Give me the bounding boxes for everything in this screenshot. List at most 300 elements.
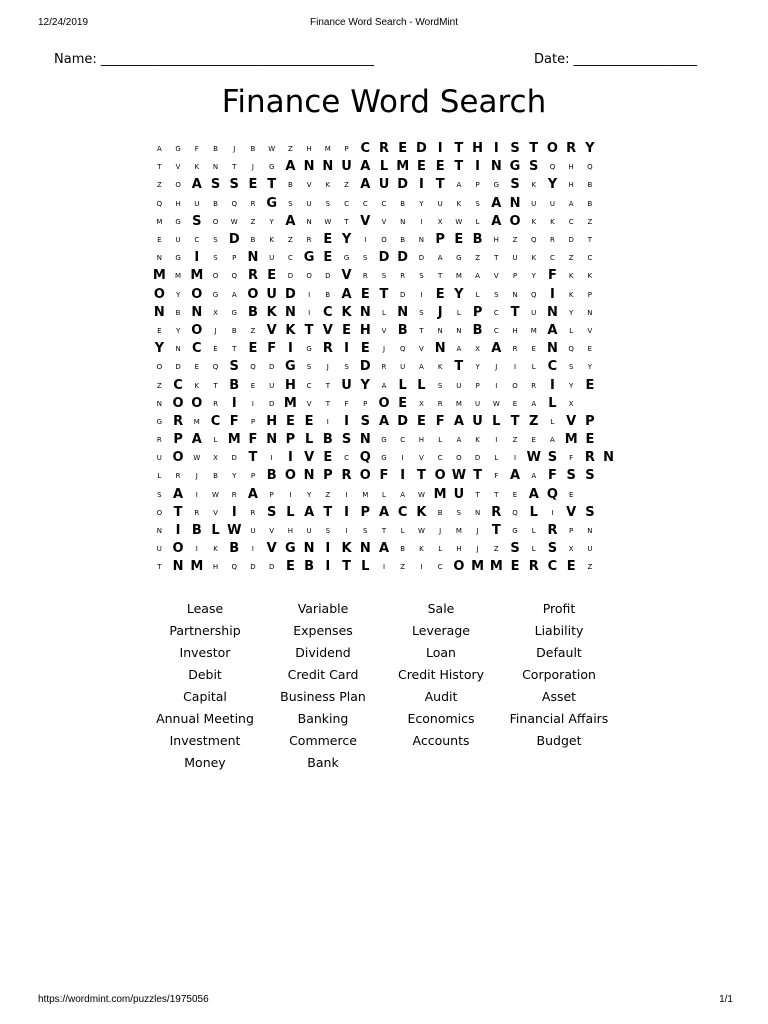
grid-letter: C bbox=[192, 341, 202, 357]
grid-letter: H bbox=[493, 236, 499, 245]
grid-letter: T bbox=[454, 159, 464, 175]
grid-letter: W bbox=[526, 450, 541, 466]
grid-letter: G bbox=[456, 254, 462, 263]
grid-letter: V bbox=[381, 326, 387, 335]
grid-letter: I bbox=[344, 413, 349, 429]
grid-row bbox=[150, 395, 618, 413]
grid-letter: V bbox=[419, 454, 424, 463]
grid-letter: N bbox=[509, 195, 521, 211]
grid-letter: S bbox=[510, 141, 520, 157]
grid-letter: C bbox=[381, 199, 387, 208]
grid-letter: I bbox=[308, 290, 311, 299]
grid-letter: F bbox=[379, 468, 389, 484]
grid-letter: G bbox=[285, 541, 296, 557]
grid-letter: N bbox=[212, 163, 219, 172]
grid-letter: B bbox=[231, 326, 237, 335]
grid-letter: I bbox=[401, 454, 404, 463]
grid-letter: A bbox=[568, 199, 574, 208]
grid-letter: T bbox=[248, 450, 258, 466]
grid-letter: U bbox=[472, 413, 483, 429]
word-bank-item: Economics bbox=[407, 711, 475, 726]
word-bank-item: Expenses bbox=[293, 623, 353, 638]
grid-letter: Y bbox=[360, 377, 370, 393]
grid-letter: Q bbox=[568, 345, 574, 354]
grid-letter: I bbox=[326, 417, 329, 426]
grid-letter: I bbox=[231, 395, 237, 411]
word-bank-item: Leverage bbox=[412, 623, 470, 638]
grid-letter: N bbox=[603, 450, 615, 466]
grid-letter: O bbox=[191, 322, 203, 338]
grid-letter: U bbox=[456, 381, 462, 390]
grid-letter: T bbox=[232, 163, 237, 172]
grid-letter: R bbox=[194, 508, 200, 517]
grid-row bbox=[150, 486, 618, 504]
grid-letter: J bbox=[326, 363, 329, 372]
grid-letter: I bbox=[344, 504, 349, 520]
grid-letter: I bbox=[420, 217, 423, 226]
grid-letter: D bbox=[378, 250, 390, 266]
grid-letter: M bbox=[455, 399, 462, 408]
word-bank-item: Debit bbox=[188, 667, 222, 682]
grid-letter: S bbox=[266, 504, 277, 520]
grid-letter: D bbox=[268, 399, 275, 408]
grid-letter: L bbox=[286, 504, 295, 520]
grid-letter: N bbox=[191, 304, 203, 320]
grid-letter: U bbox=[194, 199, 200, 208]
grid-letter: T bbox=[529, 141, 539, 157]
grid-letter: W bbox=[193, 454, 201, 463]
grid-letter: T bbox=[381, 527, 387, 536]
grid-letter: R bbox=[250, 199, 256, 208]
grid-letter: T bbox=[173, 504, 183, 520]
print-footer bbox=[0, 994, 768, 1008]
grid-letter: G bbox=[175, 254, 181, 263]
grid-letter: Q bbox=[530, 290, 537, 299]
grid-letter: Q bbox=[212, 363, 219, 372]
grid-letter: E bbox=[157, 326, 162, 335]
grid-letter: Y bbox=[531, 272, 536, 281]
grid-letter: Z bbox=[493, 545, 499, 554]
grid-letter: O bbox=[191, 286, 203, 302]
grid-letter: N bbox=[284, 304, 296, 320]
grid-letter: T bbox=[342, 559, 351, 575]
grid-letter: B bbox=[400, 545, 406, 554]
grid-letter: U bbox=[549, 199, 556, 208]
grid-letter: O bbox=[546, 141, 558, 157]
grid-letter: N bbox=[587, 527, 593, 536]
grid-letter: S bbox=[210, 177, 221, 193]
grid-letter: O bbox=[247, 286, 259, 302]
grid-letter: Q bbox=[546, 486, 558, 502]
grid-letter: E bbox=[194, 363, 200, 372]
grid-letter: A bbox=[456, 345, 462, 354]
grid-letter: L bbox=[157, 472, 162, 481]
grid-letter: D bbox=[400, 290, 406, 299]
grid-letter: E bbox=[585, 377, 595, 393]
grid-letter: N bbox=[437, 326, 443, 335]
grid-letter: U bbox=[531, 308, 537, 317]
grid-letter: S bbox=[192, 213, 202, 229]
grid-letter: D bbox=[418, 254, 425, 263]
grid-letter: P bbox=[360, 504, 371, 520]
grid-letter: Z bbox=[250, 326, 256, 335]
grid-letter: Y bbox=[175, 326, 181, 335]
grid-letter: G bbox=[231, 308, 237, 317]
grid-letter: E bbox=[531, 345, 536, 354]
grid-letter: Z bbox=[512, 236, 518, 245]
grid-letter: F bbox=[267, 341, 277, 357]
grid-letter: N bbox=[547, 304, 558, 320]
grid-letter: C bbox=[306, 381, 312, 390]
grid-letter: E bbox=[454, 232, 464, 248]
grid-letter: O bbox=[434, 468, 446, 484]
grid-letter: E bbox=[512, 490, 518, 499]
grid-letter: J bbox=[439, 527, 442, 536]
grid-letter: K bbox=[194, 381, 200, 390]
grid-letter: K bbox=[587, 272, 593, 281]
grid-letter: A bbox=[491, 341, 502, 357]
grid-letter: B bbox=[304, 559, 315, 575]
grid-letter: V bbox=[381, 217, 387, 226]
grid-letter: B bbox=[472, 232, 483, 248]
grid-letter: B bbox=[287, 181, 293, 190]
grid-letter: P bbox=[232, 254, 237, 263]
grid-letter: V bbox=[306, 181, 312, 190]
grid-letter: V bbox=[306, 399, 312, 408]
grid-letter: S bbox=[344, 363, 349, 372]
grid-letter: F bbox=[229, 413, 239, 429]
grid-letter: Y bbox=[569, 381, 574, 390]
grid-letter: B bbox=[250, 145, 256, 154]
grid-letter: A bbox=[378, 504, 390, 520]
grid-letter: E bbox=[416, 159, 426, 175]
grid-letter: Q bbox=[530, 236, 537, 245]
grid-letter: F bbox=[344, 399, 349, 408]
grid-letter: O bbox=[172, 395, 184, 411]
grid-letter: E bbox=[398, 141, 408, 157]
grid-letter: W bbox=[227, 523, 242, 539]
grid-letter: E bbox=[398, 395, 408, 411]
grid-row bbox=[150, 504, 618, 522]
grid-letter: V bbox=[341, 268, 352, 284]
grid-letter: X bbox=[213, 454, 218, 463]
grid-letter: Q bbox=[359, 450, 371, 466]
grid-row bbox=[150, 286, 618, 304]
print-date: 12/24/2019 bbox=[38, 17, 89, 28]
grid-letter: I bbox=[550, 377, 555, 393]
grid-letter: T bbox=[491, 523, 501, 539]
grid-letter: E bbox=[585, 432, 595, 448]
grid-letter: T bbox=[379, 286, 389, 302]
grid-letter: I bbox=[364, 236, 367, 245]
grid-row bbox=[150, 358, 618, 376]
grid-letter: D bbox=[231, 454, 237, 463]
grid-letter: S bbox=[363, 527, 368, 536]
word-bank-item: Money bbox=[184, 755, 226, 770]
word-bank-item: Business Plan bbox=[280, 689, 366, 704]
grid-letter: L bbox=[213, 436, 218, 445]
grid-letter: B bbox=[247, 304, 258, 320]
grid-letter: T bbox=[435, 177, 445, 193]
grid-letter: O bbox=[378, 395, 390, 411]
word-bank-item: Sale bbox=[427, 601, 455, 616]
word-bank-item: Bank bbox=[307, 755, 339, 770]
grid-letter: M bbox=[362, 490, 369, 499]
grid-letter: J bbox=[251, 163, 254, 172]
grid-letter: D bbox=[287, 272, 294, 281]
grid-letter: S bbox=[437, 381, 443, 390]
grid-letter: S bbox=[547, 541, 558, 557]
grid-letter: I bbox=[251, 545, 254, 554]
grid-letter: D bbox=[474, 454, 481, 463]
grid-letter: R bbox=[173, 413, 184, 429]
grid-letter: I bbox=[400, 468, 406, 484]
grid-letter: S bbox=[494, 290, 499, 299]
word-bank-item: Annual Meeting bbox=[156, 711, 254, 726]
grid-letter: C bbox=[360, 141, 371, 157]
grid-letter: S bbox=[157, 490, 162, 499]
name-field: Name: __________________________________________ bbox=[54, 52, 374, 67]
grid-letter: Q bbox=[512, 508, 518, 517]
grid-letter: N bbox=[303, 541, 315, 557]
grid-letter: A bbox=[156, 145, 162, 154]
grid-letter: B bbox=[213, 472, 218, 481]
grid-letter: F bbox=[548, 268, 557, 284]
grid-row bbox=[150, 176, 618, 194]
grid-letter: Q bbox=[231, 272, 237, 281]
grid-letter: N bbox=[153, 304, 165, 320]
grid-letter: I bbox=[345, 490, 348, 499]
grid-letter: X bbox=[568, 545, 574, 554]
grid-letter: K bbox=[269, 236, 274, 245]
grid-letter: T bbox=[475, 490, 480, 499]
grid-letter: N bbox=[400, 217, 406, 226]
date-field: Date: ___________________ bbox=[534, 52, 698, 67]
grid-letter: I bbox=[495, 381, 498, 390]
grid-letter: V bbox=[266, 541, 277, 557]
grid-letter: Y bbox=[475, 363, 480, 372]
grid-row bbox=[150, 231, 618, 249]
grid-letter: A bbox=[547, 322, 558, 338]
grid-letter: H bbox=[568, 181, 574, 190]
grid-letter: B bbox=[472, 322, 483, 338]
grid-letter: A bbox=[528, 486, 539, 502]
grid-letter: I bbox=[551, 508, 554, 517]
grid-row bbox=[150, 413, 618, 431]
grid-letter: K bbox=[531, 254, 537, 263]
grid-letter: G bbox=[306, 345, 312, 354]
grid-letter: X bbox=[568, 399, 574, 408]
grid-letter: I bbox=[195, 545, 198, 554]
grid-letter: T bbox=[344, 217, 349, 226]
grid-letter: H bbox=[568, 163, 574, 172]
word-bank-item: Accounts bbox=[412, 733, 470, 748]
grid-letter: W bbox=[268, 145, 276, 154]
grid-row bbox=[150, 304, 618, 322]
grid-letter: C bbox=[173, 377, 183, 393]
grid-letter: Z bbox=[287, 145, 293, 154]
grid-row bbox=[150, 431, 618, 449]
grid-letter: D bbox=[416, 141, 427, 157]
grid-letter: N bbox=[397, 304, 409, 320]
grid-letter: Z bbox=[475, 254, 480, 263]
grid-letter: C bbox=[437, 563, 443, 572]
grid-letter: Z bbox=[156, 381, 162, 390]
grid-letter: K bbox=[213, 545, 218, 554]
grid-letter: I bbox=[475, 159, 480, 175]
grid-letter: R bbox=[306, 236, 312, 245]
grid-letter: N bbox=[547, 341, 558, 357]
grid-letter: D bbox=[325, 272, 331, 281]
grid-letter: R bbox=[512, 345, 518, 354]
grid-letter: K bbox=[456, 199, 462, 208]
grid-letter: Y bbox=[269, 217, 274, 226]
grid-letter: E bbox=[566, 559, 576, 575]
grid-letter: C bbox=[397, 504, 408, 520]
word-bank-item: Audit bbox=[424, 689, 458, 704]
word-bank-item: Variable bbox=[297, 601, 349, 616]
grid-letter: U bbox=[341, 377, 352, 393]
grid-letter: S bbox=[529, 159, 539, 175]
grid-letter: T bbox=[416, 468, 426, 484]
grid-letter: R bbox=[156, 436, 162, 445]
word-bank-item: Partnership bbox=[169, 623, 241, 638]
grid-letter: K bbox=[568, 272, 574, 281]
grid-letter: P bbox=[475, 381, 480, 390]
grid-letter: B bbox=[213, 199, 218, 208]
grid-letter: X bbox=[475, 345, 480, 354]
grid-letter: C bbox=[194, 236, 200, 245]
grid-letter: P bbox=[569, 527, 574, 536]
grid-letter: M bbox=[396, 159, 410, 175]
grid-letter: I bbox=[251, 399, 254, 408]
grid-row bbox=[150, 540, 618, 558]
grid-letter: A bbox=[531, 472, 537, 481]
grid-letter: N bbox=[247, 250, 259, 266]
grid-letter: S bbox=[341, 432, 352, 448]
grid-letter: R bbox=[491, 504, 502, 520]
word-bank-item: Loan bbox=[426, 645, 456, 660]
grid-letter: C bbox=[547, 359, 558, 375]
grid-letter: R bbox=[175, 472, 181, 481]
grid-letter: Y bbox=[454, 286, 464, 302]
grid-letter: O bbox=[359, 468, 371, 484]
grid-letter: N bbox=[156, 254, 162, 263]
word-bank bbox=[146, 598, 618, 774]
grid-letter: R bbox=[362, 272, 368, 281]
grid-letter: A bbox=[285, 213, 296, 229]
grid-letter: B bbox=[400, 236, 406, 245]
grid-letter: A bbox=[491, 213, 502, 229]
grid-letter: E bbox=[568, 490, 574, 499]
grid-letter: I bbox=[287, 341, 293, 357]
grid-letter: C bbox=[323, 304, 333, 320]
grid-letter: Q bbox=[156, 199, 163, 208]
grid-letter: A bbox=[419, 363, 424, 372]
grid-letter: Q bbox=[549, 163, 556, 172]
grid-letter: E bbox=[285, 559, 295, 575]
grid-letter: P bbox=[363, 399, 368, 408]
grid-letter: P bbox=[173, 432, 183, 448]
grid-letter: M bbox=[324, 145, 331, 154]
grid-letter: T bbox=[213, 381, 218, 390]
grid-letter: S bbox=[510, 177, 520, 193]
grid-letter: W bbox=[417, 490, 425, 499]
grid-letter: G bbox=[156, 417, 163, 426]
grid-row bbox=[150, 249, 618, 267]
grid-letter: M bbox=[433, 486, 447, 502]
grid-letter: R bbox=[584, 450, 595, 466]
grid-letter: B bbox=[250, 236, 256, 245]
grid-letter: E bbox=[512, 399, 518, 408]
grid-letter: K bbox=[531, 217, 537, 226]
grid-letter: F bbox=[548, 468, 557, 484]
grid-letter: S bbox=[419, 272, 424, 281]
word-bank-item: Banking bbox=[297, 711, 349, 726]
grid-letter: U bbox=[378, 177, 390, 193]
grid-letter: E bbox=[531, 436, 536, 445]
grid-letter: O bbox=[172, 541, 184, 557]
grid-letter: S bbox=[381, 272, 387, 281]
grid-letter: S bbox=[585, 504, 595, 520]
grid-row bbox=[150, 558, 618, 576]
grid-letter: I bbox=[513, 363, 517, 372]
grid-letter: D bbox=[359, 359, 371, 375]
grid-letter: O bbox=[453, 559, 465, 575]
grid-letter: B bbox=[229, 541, 240, 557]
grid-letter: I bbox=[325, 541, 331, 557]
grid-letter: V bbox=[269, 527, 275, 536]
grid-letter: C bbox=[400, 436, 406, 445]
grid-letter: T bbox=[473, 468, 483, 484]
grid-letter: X bbox=[437, 217, 443, 226]
word-bank-item: Lease bbox=[186, 601, 224, 616]
grid-letter: E bbox=[510, 559, 520, 575]
grid-letter: Z bbox=[344, 181, 349, 190]
grid-letter: R bbox=[247, 268, 258, 284]
grid-row bbox=[150, 449, 618, 467]
grid-letter: T bbox=[510, 304, 520, 320]
grid-letter: P bbox=[587, 290, 592, 299]
grid-letter: N bbox=[490, 159, 502, 175]
grid-letter: D bbox=[250, 563, 256, 572]
grid-letter: P bbox=[585, 413, 595, 429]
grid-letter: W bbox=[324, 217, 332, 226]
grid-letter: R bbox=[213, 399, 218, 408]
grid-letter: K bbox=[341, 541, 352, 557]
grid-row bbox=[150, 195, 618, 213]
word-bank-item: Commerce bbox=[289, 733, 357, 748]
grid-row bbox=[150, 267, 618, 285]
word-bank-item: Dividend bbox=[295, 645, 351, 660]
grid-letter: Y bbox=[154, 341, 165, 357]
grid-letter: F bbox=[494, 472, 499, 481]
grid-letter: S bbox=[213, 236, 218, 245]
grid-letter: U bbox=[531, 199, 537, 208]
grid-letter: M bbox=[156, 217, 163, 226]
grid-letter: G bbox=[285, 359, 296, 375]
grid-letter: L bbox=[211, 523, 220, 539]
grid-letter: O bbox=[153, 286, 165, 302]
grid-letter: M bbox=[175, 272, 182, 281]
grid-letter: C bbox=[587, 254, 593, 263]
grid-letter: L bbox=[548, 395, 557, 411]
grid-letter: R bbox=[550, 236, 555, 245]
grid-letter: U bbox=[437, 199, 443, 208]
grid-letter: Y bbox=[547, 177, 558, 193]
grid-letter: Y bbox=[419, 199, 424, 208]
grid-letter: Y bbox=[175, 290, 181, 299]
